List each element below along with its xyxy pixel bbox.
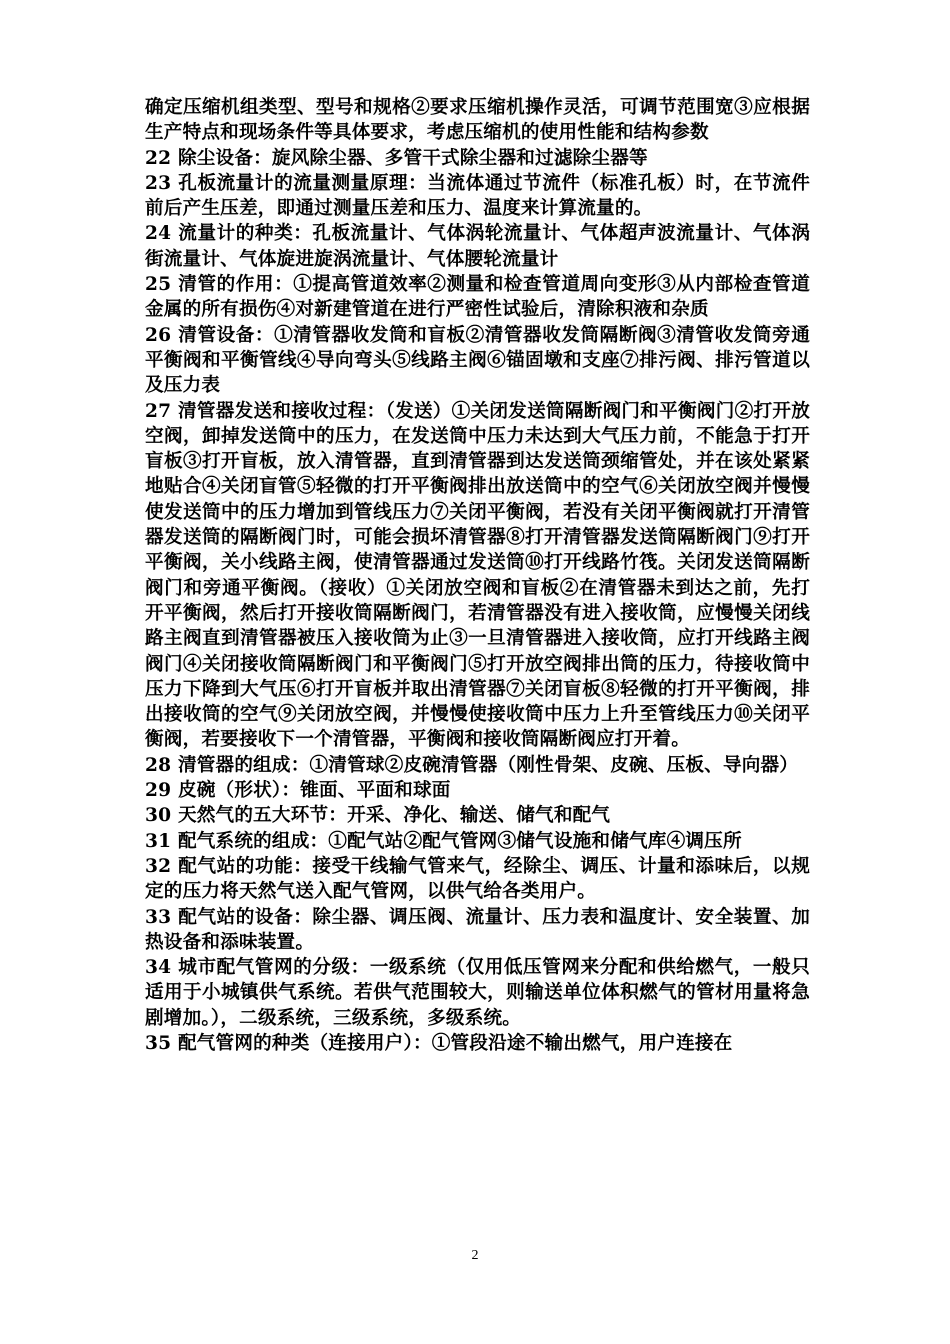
paragraph-31: 31 配气系统的组成：①配气站②配气管网③储气设施和储气库④调压所 [145, 830, 742, 852]
paragraph-34: 34 城市配气管网的分级：一级系统（仅用低压管网来分配和供给燃气，一般只适用于小城镇供气系统。若供气范围较大，则输送单位体积燃气的管材用量将急剧增加。），二级系统，三级系统，多级系统。 [145, 957, 810, 1029]
paragraph-35: 35 配气管网的种类（连接用户）：①管段沿途不输出燃气，用户连接在 [145, 1032, 733, 1054]
page-number: 2 [471, 1248, 479, 1263]
paragraph-23: 23 孔板流量计的流量测量原理：当流体通过节流件（标准孔板）时，在节流件前后产生压差，即通过测量压差和压力、温度来计算流量的。 [145, 172, 810, 220]
paragraph-26: 26 清管设备：①清管器收发筒和盲板②清管器收发筒隔断阀③清管收发筒旁通平衡阀和平衡管线④导向弯头⑤线路主阀⑥锚固墩和支座⑦排污阀、排污管道以及压力表 [145, 324, 810, 397]
body-text [145, 95, 810, 1056]
paragraph-22: 22 除尘设备：旋风除尘器、多管干式除尘器和过滤除尘器等 [145, 147, 648, 169]
paragraph-27: 27 清管器发送和接收过程：（发送）①关闭发送筒隔断阀门和平衡阀门②打开放空阀，卸掉发送筒中的压力，在发送筒中压力未达到大气压力前，不能急于打开盲板③打开盲板，放入清管器，直到清管器到达发送筒颈缩管处，并在该处紧紧地贴合④关闭盲管⑤轻微的打开平衡阀排出放送筒中的空气⑥关闭放空阀并慢慢使发送筒中的压力增加到管线压力⑦关闭平衡阀，若没有关闭平衡阀就打开清管器发送筒的隔断阀门时，可能会损坏清管器⑧打开清管器发送筒隔断阀门⑨打开平衡阀，关小线路主阀，使清管器通过发送筒⑩打开线路竹筏。关闭发送筒隔断阀门和旁通平衡阀。（接收）①关闭放空阀和盲板②在清管器未到达之前，先打开平衡阀，然后打开接收筒隔断阀门，若清管器没有进入接收筒，应慢慢关闭线路主阀直到清管器被压入接收筒为止③一旦清管器进入接收筒，应打开线路主阀阀门④关闭接收筒隔断阀门和平衡阀门⑤打开放空阀排出筒的压力，待接收筒中压力下降到大气压⑥打开盲板并取出清管器⑦关闭盲板⑧轻微的打开平衡阀，排出接收筒的空气⑨关闭放空阀，并慢慢使接收筒中压力上升至管线压力⑩关闭平衡阀，若要接收下一个清管器，平衡阀和接收筒隔断阀应打开着。 [145, 400, 810, 751]
paragraph-24: 24 流量计的种类：孔板流量计、气体涡轮流量计、气体超声波流量计、气体涡街流量计、气体旋进旋涡流量计、气体腰轮流量计 [145, 223, 810, 270]
paragraph-25: 25 清管的作用：①提高管道效率②测量和检查管道周向变形③从内部检查管道金属的所有损伤④对新建管道在进行严密性试验后，清除积液和杂质 [145, 274, 810, 321]
paragraph-29: 29 皮碗（形状）：锥面、平面和球面 [145, 780, 451, 802]
paragraph-30: 30 天然气的五大环节：开采、净化、输送、储气和配气 [145, 805, 611, 827]
paragraph-32: 32 配气站的功能：接受干线输气管来气，经除尘、调压、计量和添味后，以规定的压力将天然气送入配气管网，以供气给各类用户。 [145, 855, 810, 903]
paragraph-continuation: 确定压缩机组类型、型号和规格②要求压缩机操作灵活，可调节范围宽③应根据生产特点和现场条件等具体要求，考虑压缩机的使用性能和结构参数 [145, 97, 810, 144]
paragraph-28: 28 清管器的组成：①清管球②皮碗清管器（刚性骨架、皮碗、压板、导向器） [145, 754, 799, 776]
paragraph-33: 33 配气站的设备：除尘器、调压阀、流量计、压力表和温度计、安全装置、加热设备和添味装置。 [145, 906, 810, 953]
